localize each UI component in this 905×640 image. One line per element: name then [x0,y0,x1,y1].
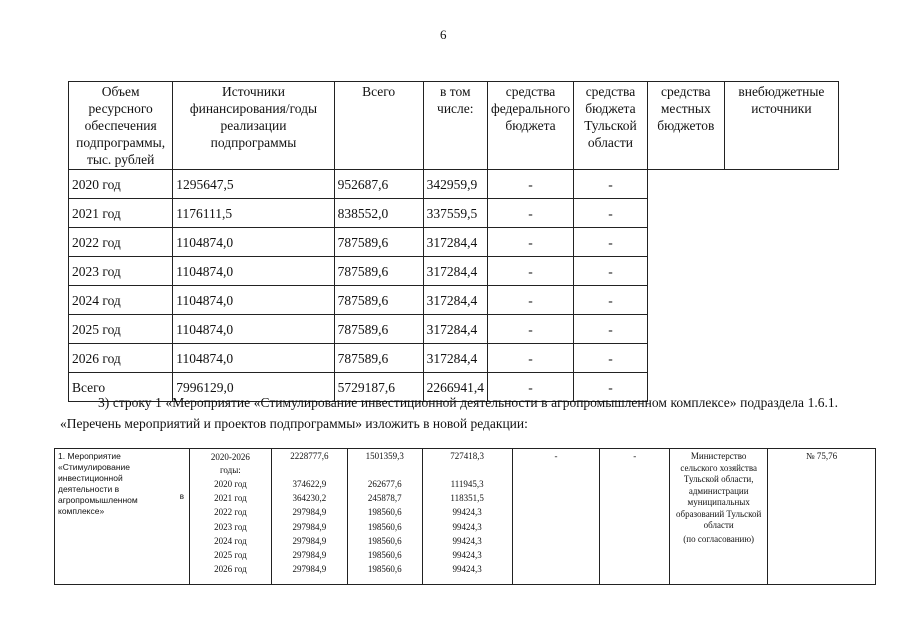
cell-regional: 2266941,4 [423,373,487,402]
list-item: 198560,6 [367,521,402,532]
cell-local: - [487,286,573,315]
federal-head: 1501359,3 [365,451,404,461]
cell-regional: 342959,9 [423,170,487,199]
cell-year: 2025 год [69,315,173,344]
cell-federal: 787589,6 [334,228,423,257]
cell-extra: - [574,170,648,199]
cell-total: 1104874,0 [173,315,334,344]
list-item: 297984,9 [292,521,327,532]
federal-list [351,477,419,576]
list-item: 262677,6 [367,479,402,489]
table-row [69,315,839,344]
cell-federal: 838552,0 [334,199,423,228]
cell-total: 7996129,0 [173,373,334,402]
cell-regional: 317284,4 [423,286,487,315]
total-cell [271,449,347,585]
executor-note: (по согласованию) [683,533,755,544]
activity-table [54,448,876,585]
activity-mark: в [179,492,184,501]
cell-regional: 317284,4 [423,257,487,286]
cell-local: - [487,344,573,373]
years-list [193,477,268,576]
activity-name: 1. Мероприятие «Стимулирование инвестиционной деятельности в агропромышленном комплексе» [58,451,138,516]
list-item: 99424,3 [452,521,482,532]
list-item: 297984,9 [292,535,327,546]
list-item: 198560,6 [367,549,402,560]
list-item: 2024 год [214,535,247,546]
cell-year: 2026 год [69,344,173,373]
cell-extra: - [574,286,648,315]
page-number: 6 [440,27,447,42]
list-item: 198560,6 [367,564,402,575]
cell-federal: 5729187,6 [334,373,423,402]
table-row [69,228,839,257]
cell-year: Всего [69,373,173,402]
instruction-paragraph: 3) строку 1 «Мероприятие «Стимулирование инвестиционной деятельности в агропромышленном комплексе» подраздела 1.6.1. «Перечень мероприятий и проектов подпрограммы» изложить в новой редакции: [60,395,838,431]
list-item: 118351,5 [450,493,484,504]
cell-federal: 787589,6 [334,257,423,286]
header-including: в том числе: [423,82,487,170]
header-total: Всего [334,82,423,170]
list-item: 297984,9 [292,507,327,518]
list-item: 2021 год [214,493,247,504]
extra-cell: - [600,449,670,585]
cell-local: - [487,257,573,286]
cell-federal: 787589,6 [334,315,423,344]
list-item: 364230,2 [292,493,327,504]
regional-cell [422,449,512,585]
table-row [69,286,839,315]
table-row [69,344,839,373]
list-item: 198560,6 [367,535,402,546]
list-item: 99424,3 [452,535,482,546]
list-item: 297984,9 [292,564,327,575]
cell-year: 2023 год [69,257,173,286]
cell-total: 1104874,0 [173,286,334,315]
resource-table [68,81,839,402]
cell-extra: - [574,257,648,286]
local-cell: - [512,449,600,585]
cell-total: 1104874,0 [173,344,334,373]
list-item: 198560,6 [367,507,402,518]
cell-total: 1295647,5 [173,170,334,199]
cell-regional: 337559,5 [423,199,487,228]
period-label: 2020-2026 годы: [210,452,250,475]
cell-total: 1176111,5 [173,199,334,228]
regional-head: 727418,3 [450,451,485,461]
header-sources: Источники финансирования/годы реализации подпрограммы [173,82,334,170]
list-item: 2020 год [214,479,247,489]
federal-cell [347,449,422,585]
cell-regional: 317284,4 [423,344,487,373]
header-regional: средства бюджета Тульской области [574,82,648,170]
cell-total: 1104874,0 [173,228,334,257]
list-item: 245878,7 [367,493,402,504]
executor: Министерство сельского хозяйства Тульской области, администрации муниципальных образований Тульской области [675,451,762,530]
cell-local: - [487,228,573,257]
cell-local: - [487,373,573,402]
list-item: 99424,3 [452,549,482,560]
table-row [69,257,839,286]
cell-regional: 317284,4 [423,315,487,344]
activity-row [55,449,876,585]
list-item: 2025 год [214,549,247,560]
cell-extra: - [574,373,648,402]
cell-year: 2020 год [69,170,173,199]
cell-extra: - [574,228,648,257]
header-extra: внебюджетные источники [724,82,838,170]
cell-regional: 317284,4 [423,228,487,257]
list-item: 99424,3 [452,507,482,518]
cell-federal: 787589,6 [334,286,423,315]
list-item: 374622,9 [292,479,327,489]
regional-list [426,477,509,576]
list-item: 2026 год [214,564,247,575]
cell-extra: - [574,199,648,228]
table-header-row [69,82,839,170]
header-federal: средства федерального бюджета [487,82,573,170]
executor-cell [670,449,768,585]
cell-extra: - [574,315,648,344]
cell-extra: - [574,344,648,373]
cell-year: 2021 год [69,199,173,228]
cell-total: 1104874,0 [173,257,334,286]
list-item: 297984,9 [292,549,327,560]
cell-year: 2022 год [69,228,173,257]
table-row [69,170,839,199]
list-item: 99424,3 [452,564,482,575]
table-row [69,199,839,228]
list-item: 111945,3 [450,479,484,489]
totals-list [275,477,344,576]
cell-local: - [487,199,573,228]
cell-local: - [487,170,573,199]
list-item: 2022 год [214,507,247,518]
years-cell [189,449,271,585]
resource-label-cell: Объем ресурсного обеспечения подпрограммы, тыс. рублей [69,82,173,170]
cell-federal: 787589,6 [334,344,423,373]
total-head: 2228777,6 [290,451,329,461]
activity-name-cell [55,449,190,585]
list-item: 2023 год [214,521,247,532]
cell-local: - [487,315,573,344]
header-local: средства местных бюджетов [647,82,724,170]
cell-year: 2024 год [69,286,173,315]
indicator-cell: № 75,76 [768,449,876,585]
cell-federal: 952687,6 [334,170,423,199]
